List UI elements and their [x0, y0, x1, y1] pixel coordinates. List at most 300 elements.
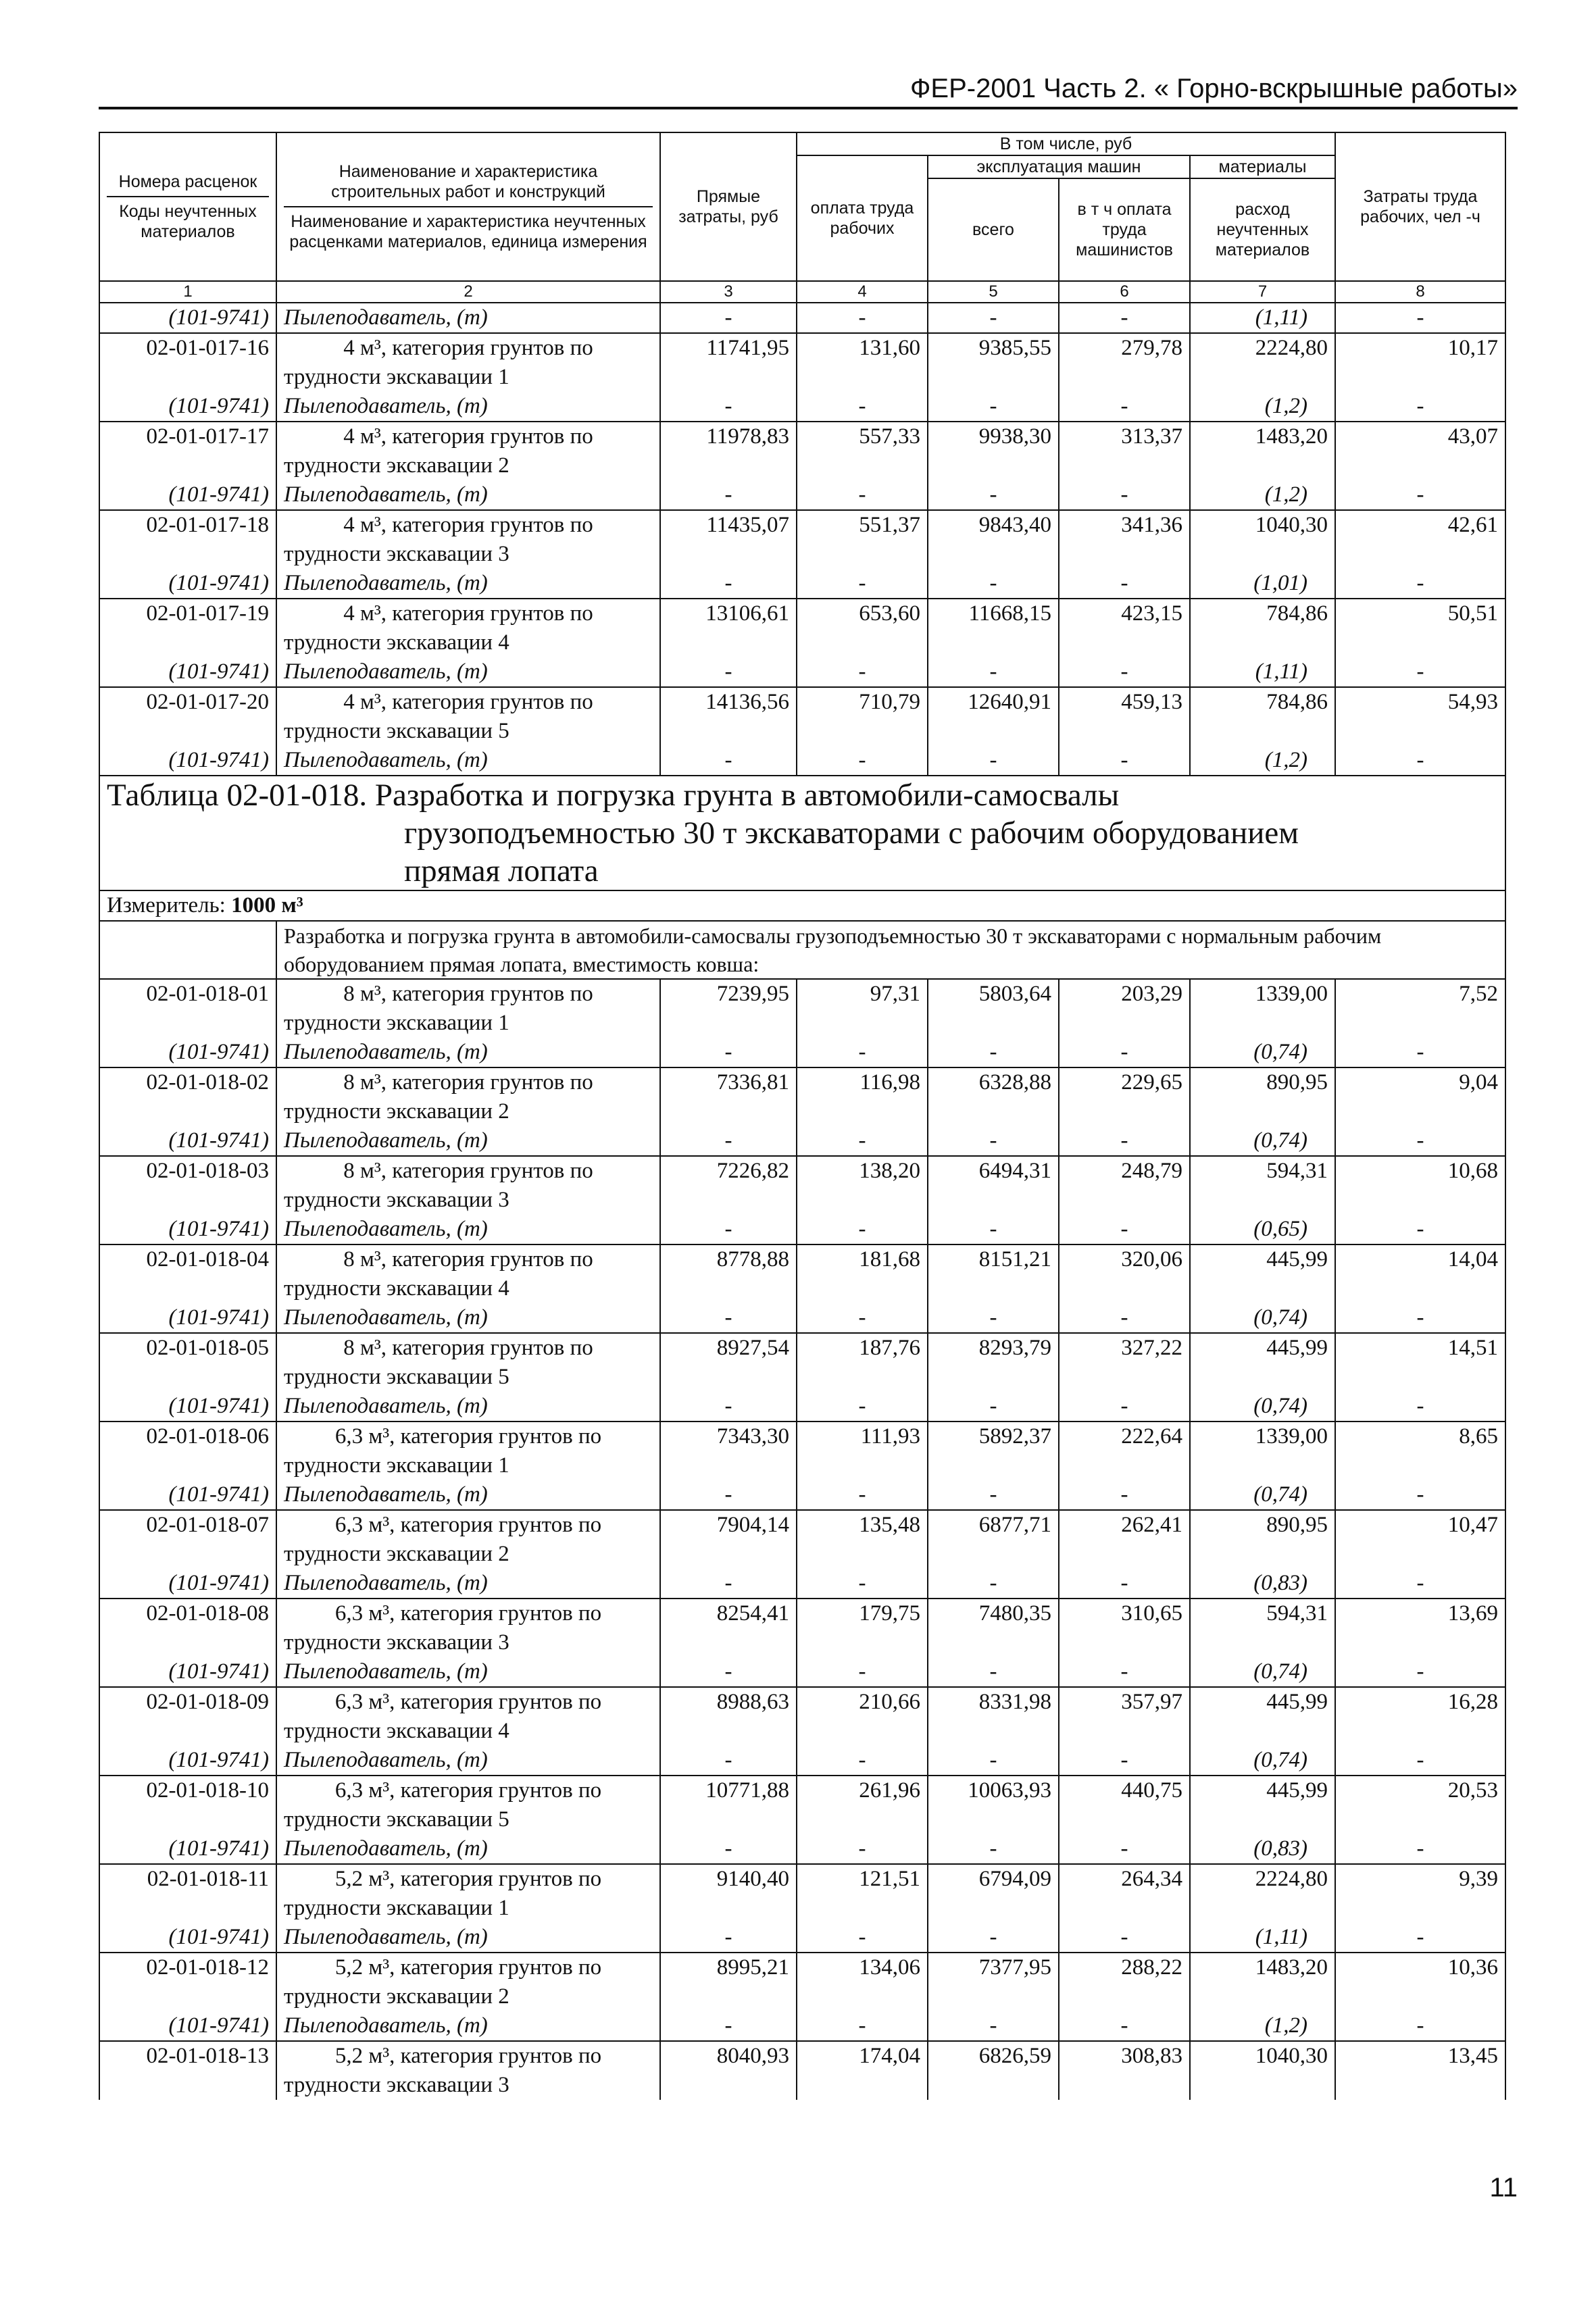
material-row [99, 1657, 1505, 1687]
rate-row [99, 1422, 1505, 1480]
rate-name-line-1: 6,3 м³, категория грунтов по [334, 1513, 602, 1537]
direct-costs-value: 8927,54 [660, 1333, 797, 1392]
material-row [99, 1746, 1505, 1776]
direct-costs-value: - [660, 1746, 797, 1776]
rate-row [99, 2041, 1505, 2100]
rate-name-line-2: трудности экскавации 3 [284, 1630, 509, 1655]
labor-pay-value: - [797, 657, 928, 687]
rate-name-line-2: трудности экскавации 3 [284, 542, 509, 566]
machine-total-value: 12640,91 [928, 687, 1059, 746]
labor-costs-value: 42,61 [1335, 510, 1505, 569]
labor-pay-value: - [797, 1746, 928, 1776]
material-name: Пылеподаватель, (т) [276, 1215, 660, 1244]
machine-total-value: - [928, 1834, 1059, 1864]
machine-total-value: - [928, 1657, 1059, 1687]
machine-total-value: - [928, 1038, 1059, 1067]
machine-total-value: - [928, 1480, 1059, 1510]
labor-costs-value: - [1335, 392, 1505, 422]
material-code: (101-9741) [99, 1569, 276, 1599]
labor-costs-value: - [1335, 1392, 1505, 1422]
material-code: (101-9741) [99, 569, 276, 599]
operators-pay-value: 279,78 [1059, 333, 1190, 392]
material-code: (101-9741) [99, 1303, 276, 1333]
rate-code: 02-01-018-03 [99, 1156, 276, 1215]
machine-total-value: - [928, 1303, 1059, 1333]
material-code: (101-9741) [99, 1834, 276, 1864]
header-machine-operation: эксплуатация машин [928, 155, 1190, 178]
materials-value: (1,2) [1190, 2011, 1335, 2041]
rate-code: 02-01-018-10 [99, 1776, 276, 1834]
labor-pay-value: - [797, 1480, 928, 1510]
rate-name [276, 687, 660, 746]
machine-total-value: 9843,40 [928, 510, 1059, 569]
rate-row [99, 510, 1505, 569]
machine-total-value: 5803,64 [928, 979, 1059, 1038]
labor-costs-value: 10,36 [1335, 1953, 1505, 2011]
operators-pay-value: 320,06 [1059, 1244, 1190, 1303]
col-number: 4 [797, 281, 928, 303]
operators-pay-value: 440,75 [1059, 1776, 1190, 1834]
operators-pay-value: 229,65 [1059, 1067, 1190, 1126]
table-title-line-1: Таблица 02-01-018. Разработка и погрузка грунта в автомобили-самосвалы [107, 778, 1120, 813]
rate-row [99, 422, 1505, 480]
rate-name-line-1: 6,3 м³, категория грунтов по [334, 1778, 602, 1803]
operators-pay-value: - [1059, 1303, 1190, 1333]
operators-pay-value: - [1059, 392, 1190, 422]
materials-value: 1483,20 [1190, 422, 1335, 480]
rate-name-line-1: 8 м³, категория грунтов по [343, 1247, 593, 1272]
direct-costs-value: 8988,63 [660, 1687, 797, 1746]
material-row [99, 657, 1505, 687]
material-name: Пылеподаватель, (т) [276, 746, 660, 776]
labor-costs-value: - [1335, 1480, 1505, 1510]
labor-costs-value: 10,47 [1335, 1510, 1505, 1569]
rate-name-line-2: трудности экскавации 4 [284, 1719, 509, 1743]
machine-total-value: - [928, 480, 1059, 510]
labor-pay-value: - [797, 1657, 928, 1687]
operators-pay-value: - [1059, 1657, 1190, 1687]
labor-costs-value: 10,17 [1335, 333, 1505, 392]
machine-total-value: - [928, 1746, 1059, 1776]
labor-pay-value: 181,68 [797, 1244, 928, 1303]
operators-pay-value: - [1059, 1480, 1190, 1510]
material-code: (101-9741) [99, 1657, 276, 1687]
rate-row [99, 1333, 1505, 1392]
direct-costs-value: - [660, 657, 797, 687]
rate-name [276, 1156, 660, 1215]
rate-name-line-2: трудности экскавации 5 [284, 1365, 509, 1389]
material-name: Пылеподаватель, (т) [276, 1657, 660, 1687]
rate-name [276, 599, 660, 657]
labor-pay-value: - [797, 1834, 928, 1864]
rate-name [276, 1067, 660, 1126]
material-name: Пылеподаватель, (т) [276, 2011, 660, 2041]
operators-pay-value: - [1059, 1126, 1190, 1156]
material-code: (101-9741) [99, 1392, 276, 1422]
rate-row [99, 1156, 1505, 1215]
rate-name-line-1: 5,2 м³, категория грунтов по [334, 1867, 602, 1891]
rate-name-line-1: 6,3 м³, категория грунтов по [334, 1690, 602, 1714]
direct-costs-value: - [660, 1569, 797, 1599]
labor-costs-value: 13,45 [1335, 2041, 1505, 2100]
rate-name-line-2: трудности экскавации 4 [284, 1276, 509, 1301]
table-body-018 [99, 979, 1505, 2100]
col-number: 2 [276, 281, 660, 303]
operators-pay-value: - [1059, 1746, 1190, 1776]
rate-name [276, 979, 660, 1038]
col-number: 7 [1190, 281, 1335, 303]
materials-value: 784,86 [1190, 687, 1335, 746]
rate-name-line-1: 6,3 м³, категория грунтов по [334, 1601, 602, 1626]
material-row [99, 746, 1505, 776]
materials-value: 2224,80 [1190, 1864, 1335, 1923]
rate-name-line-2: трудности экскавации 1 [284, 365, 509, 389]
machine-total-value: - [928, 1392, 1059, 1422]
material-code: (101-9741) [99, 303, 276, 333]
labor-pay-value: - [797, 746, 928, 776]
material-code: (101-9741) [99, 1038, 276, 1067]
rate-name [276, 510, 660, 569]
material-name: Пылеподаватель, (т) [276, 480, 660, 510]
rate-name-line-2: трудности экскавации 5 [284, 1807, 509, 1832]
materials-value: 445,99 [1190, 1776, 1335, 1834]
material-row [99, 1569, 1505, 1599]
machine-total-value: - [928, 1126, 1059, 1156]
labor-costs-value: - [1335, 1834, 1505, 1864]
machine-total-value: 8151,21 [928, 1244, 1059, 1303]
rate-row [99, 1244, 1505, 1303]
materials-value: 445,99 [1190, 1244, 1335, 1303]
rate-code: 02-01-018-08 [99, 1599, 276, 1657]
machine-total-value: - [928, 2011, 1059, 2041]
labor-costs-value: 10,68 [1335, 1156, 1505, 1215]
machine-total-value: 7377,95 [928, 1953, 1059, 2011]
labor-pay-value: - [797, 392, 928, 422]
machine-total-value: - [928, 303, 1059, 333]
col-number: 6 [1059, 281, 1190, 303]
labor-pay-value: - [797, 1038, 928, 1067]
rate-code: 02-01-018-11 [99, 1864, 276, 1923]
rate-name [276, 1599, 660, 1657]
labor-costs-value: 9,04 [1335, 1067, 1505, 1126]
material-name: Пылеподаватель, (т) [276, 1038, 660, 1067]
operators-pay-value: - [1059, 480, 1190, 510]
running-head-text: ФЕР-2001 Часть 2. « Горно-вскрышные работы» [909, 74, 1518, 103]
materials-value: 594,31 [1190, 1599, 1335, 1657]
rate-code: 02-01-018-07 [99, 1510, 276, 1569]
material-name: Пылеподаватель, (т) [276, 1480, 660, 1510]
direct-costs-value: 7239,95 [660, 979, 797, 1038]
machine-total-value: - [928, 746, 1059, 776]
material-code: (101-9741) [99, 392, 276, 422]
materials-value: 890,95 [1190, 1067, 1335, 1126]
labor-pay-value: 187,76 [797, 1333, 928, 1392]
labor-pay-value: 134,06 [797, 1953, 928, 2011]
labor-costs-value: - [1335, 746, 1505, 776]
material-row [99, 569, 1505, 599]
header-work-name: Наименование и характеристика строительных работ и конструкций [331, 162, 605, 201]
material-name: Пылеподаватель, (т) [276, 1303, 660, 1333]
rate-name-line-2: трудности экскавации 3 [284, 2073, 509, 2097]
materials-value: (0,74) [1190, 1657, 1335, 1687]
rate-code: 02-01-018-02 [99, 1067, 276, 1126]
labor-pay-value: - [797, 2011, 928, 2041]
machine-total-value: 5892,37 [928, 1422, 1059, 1480]
material-code: (101-9741) [99, 1215, 276, 1244]
header-labor-pay: оплата труда рабочих [797, 155, 928, 281]
header-including: В том числе, руб [797, 132, 1335, 155]
rate-name [276, 1864, 660, 1923]
labor-costs-value: 13,69 [1335, 1599, 1505, 1657]
materials-value: (1,11) [1190, 657, 1335, 687]
material-code: (101-9741) [99, 1480, 276, 1510]
operators-pay-value: - [1059, 2011, 1190, 2041]
price-table [99, 132, 1506, 2100]
material-code: (101-9741) [99, 1923, 276, 1953]
materials-value: (1,11) [1190, 303, 1335, 333]
rate-code: 02-01-018-06 [99, 1422, 276, 1480]
materials-value: (1,01) [1190, 569, 1335, 599]
rate-name [276, 1510, 660, 1569]
labor-pay-value: 210,66 [797, 1687, 928, 1746]
rate-code: 02-01-018-13 [99, 2041, 276, 2100]
material-code: (101-9741) [99, 746, 276, 776]
labor-pay-value: 135,48 [797, 1510, 928, 1569]
labor-costs-value: 14,04 [1335, 1244, 1505, 1303]
labor-costs-value: - [1335, 303, 1505, 333]
rate-name-line-1: 4 м³, категория грунтов по [343, 601, 593, 626]
rate-name [276, 1687, 660, 1746]
operators-pay-value: 222,64 [1059, 1422, 1190, 1480]
labor-pay-value: - [797, 480, 928, 510]
materials-value: (0,74) [1190, 1746, 1335, 1776]
rate-name-line-1: 4 м³, категория грунтов по [343, 513, 593, 537]
rate-row [99, 1687, 1505, 1746]
materials-value: (1,2) [1190, 480, 1335, 510]
direct-costs-value: - [660, 480, 797, 510]
rate-name-line-1: 8 м³, категория грунтов по [343, 1070, 593, 1095]
rate-code: 02-01-017-20 [99, 687, 276, 746]
material-name: Пылеподаватель, (т) [276, 657, 660, 687]
labor-pay-value: - [797, 1303, 928, 1333]
direct-costs-value: - [660, 1657, 797, 1687]
rate-name [276, 2041, 660, 2100]
materials-value: 1483,20 [1190, 1953, 1335, 2011]
material-code: (101-9741) [99, 480, 276, 510]
labor-pay-value: 111,93 [797, 1422, 928, 1480]
materials-value: 1339,00 [1190, 1422, 1335, 1480]
direct-costs-value: - [660, 1215, 797, 1244]
machine-total-value: - [928, 1923, 1059, 1953]
materials-value: (0,65) [1190, 1215, 1335, 1244]
rate-name-line-2: трудности экскавации 2 [284, 1542, 509, 1566]
operators-pay-value: 313,37 [1059, 422, 1190, 480]
direct-costs-value: - [660, 1480, 797, 1510]
operators-pay-value: 341,36 [1059, 510, 1190, 569]
labor-costs-value: - [1335, 1569, 1505, 1599]
material-name: Пылеподаватель, (т) [276, 1126, 660, 1156]
labor-pay-value: - [797, 569, 928, 599]
labor-pay-value: 97,31 [797, 979, 928, 1038]
direct-costs-value: 8040,93 [660, 2041, 797, 2100]
operators-pay-value: 459,13 [1059, 687, 1190, 746]
col-number: 3 [660, 281, 797, 303]
machine-total-value: 8293,79 [928, 1333, 1059, 1392]
labor-costs-value: - [1335, 1746, 1505, 1776]
meter [99, 890, 1505, 921]
labor-pay-value: 653,60 [797, 599, 928, 657]
rate-row [99, 1864, 1505, 1923]
rate-name [276, 1776, 660, 1834]
material-name: Пылеподаватель, (т) [276, 1923, 660, 1953]
rate-name [276, 1244, 660, 1303]
operators-pay-value: 264,34 [1059, 1864, 1190, 1923]
rate-row [99, 979, 1505, 1038]
direct-costs-value: - [660, 1038, 797, 1067]
table-body-017 [99, 303, 1505, 776]
rate-name-line-2: трудности экскавации 2 [284, 453, 509, 478]
table-title-line-3: прямая лопата [404, 853, 599, 888]
col-number: 1 [99, 281, 276, 303]
rate-name-line-2: трудности экскавации 1 [284, 1896, 509, 1920]
header-codes [99, 132, 276, 281]
materials-value: (1,2) [1190, 746, 1335, 776]
materials-value: 445,99 [1190, 1687, 1335, 1746]
direct-costs-value: - [660, 1126, 797, 1156]
rate-name [276, 333, 660, 392]
rate-code: 02-01-018-09 [99, 1687, 276, 1746]
header-rate-numbers: Номера расценок [118, 172, 257, 191]
rate-row [99, 1776, 1505, 1834]
direct-costs-value: - [660, 1303, 797, 1333]
materials-value: (0,83) [1190, 1569, 1335, 1599]
direct-costs-value: - [660, 746, 797, 776]
header-operators-pay: в т ч оплата труда машинистов [1059, 178, 1190, 281]
rate-row [99, 1067, 1505, 1126]
rate-code: 02-01-017-17 [99, 422, 276, 480]
labor-pay-value: - [797, 303, 928, 333]
machine-total-value: 6328,88 [928, 1067, 1059, 1126]
materials-value: 2224,80 [1190, 333, 1335, 392]
labor-costs-value: 16,28 [1335, 1687, 1505, 1746]
material-code: (101-9741) [99, 2011, 276, 2041]
rate-name [276, 1953, 660, 2011]
material-code: (101-9741) [99, 657, 276, 687]
labor-costs-value: 54,93 [1335, 687, 1505, 746]
material-row [99, 2011, 1505, 2041]
labor-pay-value: - [797, 1923, 928, 1953]
rate-row [99, 1953, 1505, 2011]
labor-pay-value: - [797, 1392, 928, 1422]
material-code: (101-9741) [99, 1746, 276, 1776]
labor-costs-value: - [1335, 1657, 1505, 1687]
material-row [99, 1834, 1505, 1864]
labor-costs-value: 14,51 [1335, 1333, 1505, 1392]
materials-value: (0,74) [1190, 1392, 1335, 1422]
materials-value: (0,83) [1190, 1834, 1335, 1864]
labor-pay-value: - [797, 1215, 928, 1244]
labor-pay-value: 557,33 [797, 422, 928, 480]
direct-costs-value: 10771,88 [660, 1776, 797, 1834]
rate-name-line-2: трудности экскавации 1 [284, 1011, 509, 1035]
rate-code: 02-01-017-18 [99, 510, 276, 569]
machine-total-value: 6494,31 [928, 1156, 1059, 1215]
rate-name-line-1: 4 м³, категория грунтов по [343, 690, 593, 714]
operators-pay-value: - [1059, 1569, 1190, 1599]
labor-costs-value: - [1335, 657, 1505, 687]
machine-total-value: - [928, 1569, 1059, 1599]
operators-pay-value: 327,22 [1059, 1333, 1190, 1392]
direct-costs-value: 8254,41 [660, 1599, 797, 1657]
table-title [99, 776, 1505, 890]
direct-costs-value: 11978,83 [660, 422, 797, 480]
rate-name-line-2: трудности экскавации 2 [284, 1099, 509, 1124]
machine-total-value: - [928, 1215, 1059, 1244]
operators-pay-value: - [1059, 303, 1190, 333]
operators-pay-value: 357,97 [1059, 1687, 1190, 1746]
operators-pay-value: - [1059, 1834, 1190, 1864]
col-number: 5 [928, 281, 1059, 303]
operators-pay-value: 262,41 [1059, 1510, 1190, 1569]
labor-pay-value: 261,96 [797, 1776, 928, 1834]
operators-pay-value: - [1059, 569, 1190, 599]
rate-name-line-2: трудности экскавации 3 [284, 1188, 509, 1212]
machine-total-value: 6877,71 [928, 1510, 1059, 1569]
rate-code: 02-01-017-19 [99, 599, 276, 657]
materials-value: (0,74) [1190, 1303, 1335, 1333]
labor-costs-value: - [1335, 1038, 1505, 1067]
machine-total-value: - [928, 392, 1059, 422]
labor-pay-value: - [797, 1126, 928, 1156]
direct-costs-value: - [660, 1923, 797, 1953]
rate-name-line-2: трудности экскавации 2 [284, 1984, 509, 2009]
labor-costs-value: - [1335, 1303, 1505, 1333]
materials-value: (1,11) [1190, 1923, 1335, 1953]
materials-value: 594,31 [1190, 1156, 1335, 1215]
machine-total-value: 11668,15 [928, 599, 1059, 657]
labor-costs-value: 50,51 [1335, 599, 1505, 657]
direct-costs-value: - [660, 303, 797, 333]
labor-costs-value: - [1335, 1923, 1505, 1953]
materials-value: (0,74) [1190, 1126, 1335, 1156]
direct-costs-value: 14136,56 [660, 687, 797, 746]
machine-total-value: 9938,30 [928, 422, 1059, 480]
material-row [99, 1923, 1505, 1953]
rate-code: 02-01-017-16 [99, 333, 276, 392]
labor-pay-value: 138,20 [797, 1156, 928, 1215]
rate-name-line-1: 4 м³, категория грунтов по [343, 336, 593, 360]
labor-costs-value: - [1335, 1126, 1505, 1156]
rate-name [276, 422, 660, 480]
page-number: 11 [1489, 2173, 1518, 2203]
rate-row [99, 1599, 1505, 1657]
direct-costs-value: 8778,88 [660, 1244, 797, 1303]
material-row [99, 1126, 1505, 1156]
material-row [99, 392, 1505, 422]
operators-pay-value: 423,15 [1059, 599, 1190, 657]
labor-pay-value: 131,60 [797, 333, 928, 392]
group-code-cell [99, 921, 276, 979]
materials-value: 445,99 [1190, 1333, 1335, 1392]
operators-pay-value: - [1059, 1215, 1190, 1244]
direct-costs-value: 7343,30 [660, 1422, 797, 1480]
labor-costs-value: - [1335, 480, 1505, 510]
materials-value: 1040,30 [1190, 2041, 1335, 2100]
machine-total-value: 7480,35 [928, 1599, 1059, 1657]
direct-costs-value: 13106,61 [660, 599, 797, 657]
operators-pay-value: - [1059, 746, 1190, 776]
meter-value: 1000 м³ [231, 893, 303, 917]
